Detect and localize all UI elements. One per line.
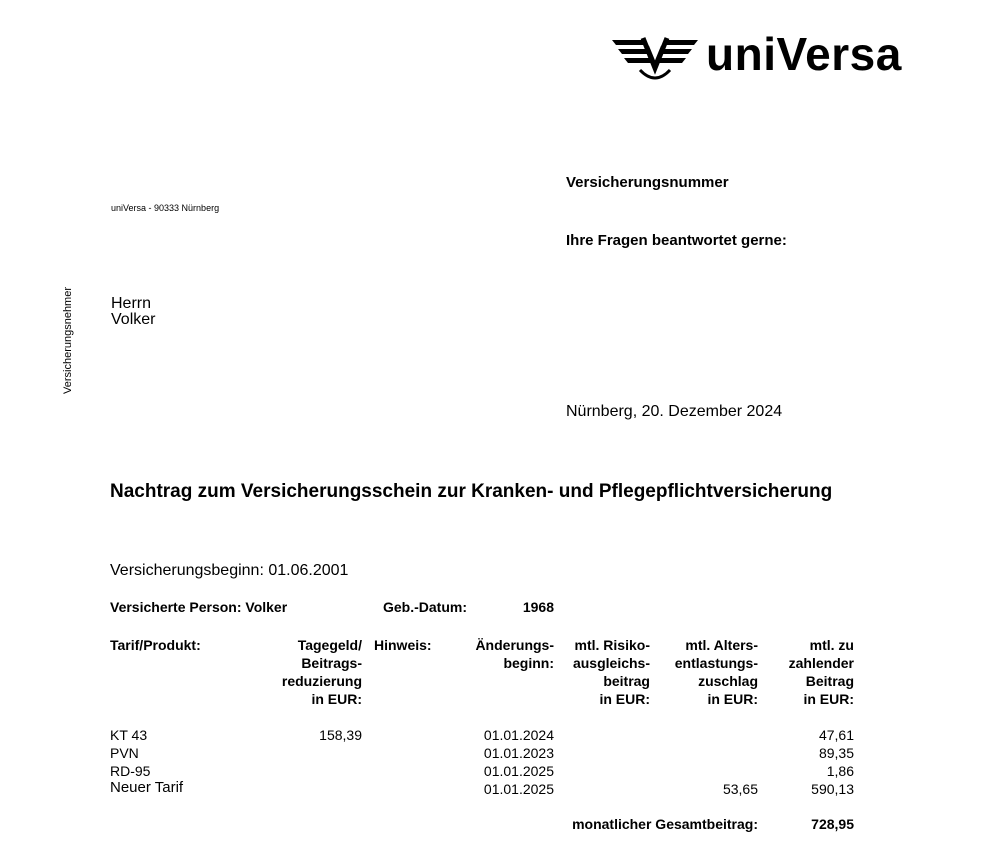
table-row-tarif: Neuer Tarif [110,779,184,796]
header-beginn: Änderungs- beginn: [475,637,554,671]
table-row-beitrag: 89,35 [818,745,854,761]
recipient-address [111,296,155,328]
table-row-beitrag: 47,61 [818,727,854,743]
total-label: monatlicher Gesamtbeitrag: [572,816,758,832]
header-tagegeld: Tagegeld/ Beitrags- reduzierung in EUR: [281,637,362,707]
header-alters: mtl. Alters- entlastungs- zuschlag in EUR: [674,637,758,707]
table-row-beginn: 01.01.2025 [483,763,554,779]
table-row-tarif: PVN [110,745,139,761]
table-row-tarif: KT 43 [110,727,148,743]
universa-logo [610,28,920,86]
side-label: Versicherungsnehmer [62,286,74,394]
table-row-alters: 53,65 [722,781,758,797]
table-row-tagegeld: 158,39 [319,727,362,743]
sender-line: uniVersa - 90333 Nürnberg [111,203,220,213]
total-value: 728,95 [811,816,854,832]
header-beitrag: mtl. zu zahlender Beitrag in EUR: [788,637,854,707]
header-risiko: mtl. Risiko- ausgleichs- beitrag in EUR: [572,637,650,707]
header-tarif: Tarif/Produkt: [110,637,201,653]
birth-date-label: Geb.-Datum: [383,599,467,615]
table-row-beginn: 01.01.2023 [483,745,554,761]
logo-wordmark: uniVersa [706,28,902,80]
date-line: Nürnberg, 20. Dezember 2024 [566,403,783,420]
header-hinweis: Hinweis: [374,637,432,653]
insurance-start: Versicherungsbeginn: 01.06.2001 [110,562,349,579]
birth-date-value: 1968 [522,599,554,615]
recipient-name: Volker [111,311,156,328]
table-row-tarif: RD-95 [110,763,151,779]
questions-label: Ihre Fragen beantwortet gerne: [566,232,787,249]
table-row-beitrag: 590,13 [811,781,854,797]
universa-emblem-icon [610,34,700,86]
table-row-beginn: 01.01.2024 [483,727,554,743]
policy-number-label: Versicherungsnummer [566,174,729,191]
insured-person: Versicherte Person: Volker [110,599,288,615]
table-row-beitrag: 1,86 [826,763,854,779]
table-row-beginn: 01.01.2025 [483,781,554,797]
salutation: Herrn [111,295,152,312]
document-title: Nachtrag zum Versicherungsschein zur Kranken- und Pflegepflichtversicherung [110,481,833,502]
